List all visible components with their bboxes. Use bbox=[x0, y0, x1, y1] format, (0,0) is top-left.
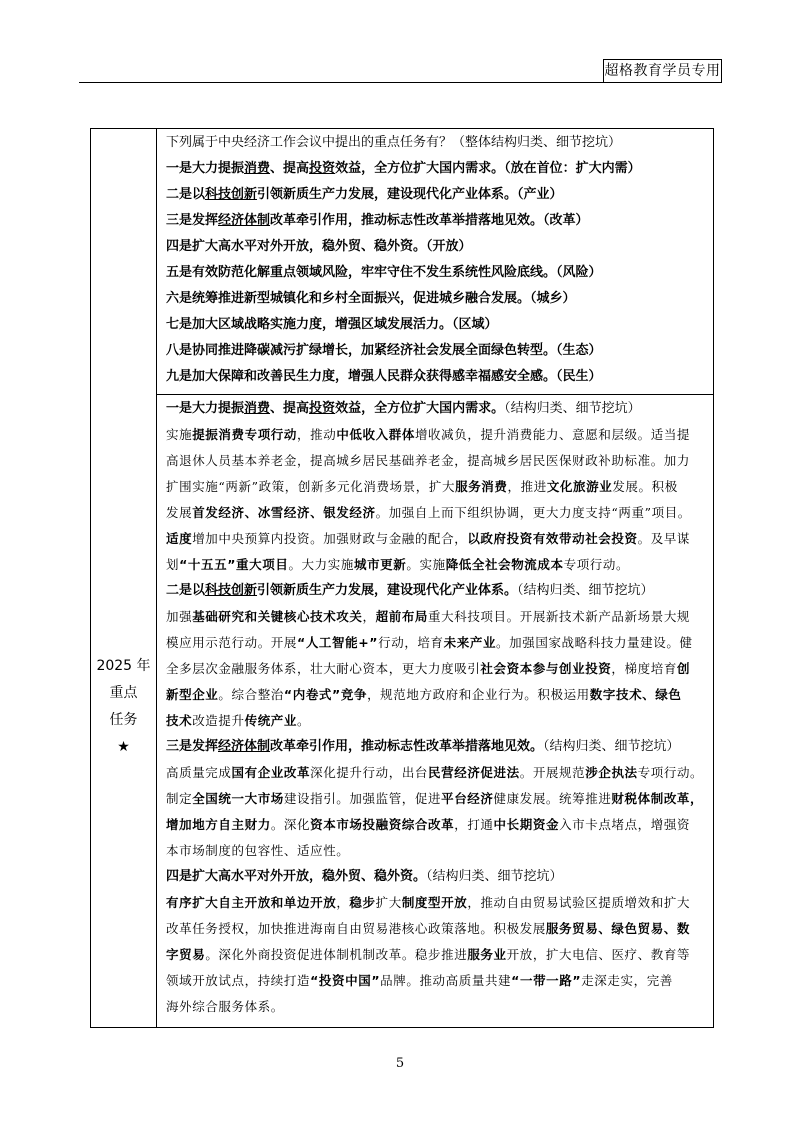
body-text: ， bbox=[362, 609, 376, 624]
body-text: 发展。积极 bbox=[612, 479, 678, 494]
emphasis-text: 首发经济、冰雪经济、银发经济 bbox=[192, 505, 376, 520]
body-text: ， bbox=[336, 895, 350, 910]
section-2-body-line bbox=[166, 630, 705, 656]
body-text: 加强 bbox=[166, 609, 193, 624]
body-text: 品牌。推动高质量共建 bbox=[380, 973, 512, 988]
emphasis-text: 民营经济促进法 bbox=[428, 765, 520, 780]
body-text: 高质量完成 bbox=[166, 765, 232, 780]
header-rule bbox=[79, 82, 722, 83]
body-text: 制定 bbox=[166, 791, 193, 806]
body-text: 深化提升行动，出台 bbox=[310, 765, 429, 780]
page-number: 5 bbox=[395, 1056, 405, 1071]
body-text: 改革任务授权，加快推进海南自由贸易港核心政策落地。积极发展 bbox=[166, 921, 546, 936]
body-text: 实施 bbox=[166, 427, 193, 442]
task-line-3: 三是发挥经济体制改革牵引作用，推动标志性改革举措落地见效。（改革） bbox=[166, 213, 589, 228]
section-1-body-line bbox=[166, 448, 705, 474]
section-1-body-line bbox=[166, 552, 705, 578]
emphasis-text: 中低收入群体 bbox=[336, 427, 415, 442]
question-cell bbox=[157, 129, 713, 395]
exclusive-use-label: 超格教育学员专用 bbox=[603, 59, 722, 83]
body-text: 建设指引。加强监管，促进 bbox=[283, 791, 442, 806]
body-text: 。及早谋 bbox=[637, 531, 691, 546]
emphasis-text: 字贸易 bbox=[166, 947, 206, 962]
emphasis-text: 技术 bbox=[166, 713, 193, 728]
section-4-body-line bbox=[166, 890, 705, 916]
body-text: 行动，培育 bbox=[378, 635, 444, 650]
body-text: ，推进 bbox=[507, 479, 547, 494]
body-text: 。开展规范 bbox=[519, 765, 586, 780]
emphasis-text: 全国统一大市场 bbox=[192, 791, 284, 806]
emphasis-text: 资本市场投融资综合改革 bbox=[310, 817, 455, 832]
body-text: ，规范地方政府和企业行为。积极运用 bbox=[367, 687, 590, 702]
body-text: ，推动自由贸易试验区提质增效和扩大 bbox=[467, 895, 691, 910]
emphasis-text: “内卷式”竞争 bbox=[283, 687, 368, 702]
body-text: 全多层次金融服务体系，壮大耐心资本，更大力度吸引 bbox=[166, 661, 481, 676]
section-1-body-line bbox=[166, 422, 705, 448]
category-line-3: 任务 bbox=[109, 712, 138, 728]
emphasis-text: 国有企业改革 bbox=[231, 765, 311, 780]
body-text: 专项行动。 bbox=[563, 557, 630, 572]
emphasis-text: 中长期资金 bbox=[493, 817, 560, 832]
emphasis-text: 服务业 bbox=[467, 947, 507, 962]
body-text: 。大力实施 bbox=[288, 557, 354, 572]
body-text: 增收减负，提升消费能力、意愿和层级。适当提 bbox=[414, 427, 691, 442]
body-text: 增加中央预算内投资。加强财政与金融的配合， bbox=[192, 531, 468, 546]
body-text: 领域开放试点，持续打造 bbox=[166, 973, 311, 988]
emphasis-text: 财税体制改革， bbox=[611, 791, 704, 806]
body-text: 。实施 bbox=[406, 557, 446, 572]
section-2-body-line bbox=[166, 682, 705, 708]
emphasis-text: “十五五”重大项目 bbox=[179, 557, 289, 572]
body-text: 走深走实，完善 bbox=[581, 973, 673, 988]
body-text: 扩围实施“两新”政策，创新多元化消费场景，扩大 bbox=[166, 479, 456, 494]
body-text: 。深化外商投资促进体制机制改革。稳步推进 bbox=[205, 947, 468, 962]
emphasis-text: 涉企执法 bbox=[585, 765, 638, 780]
body-text: 健康发展。统筹推进 bbox=[493, 791, 612, 806]
emphasis-text: “投资中国” bbox=[310, 973, 381, 988]
emphasis-text: 创 bbox=[676, 661, 691, 676]
section-3-body-line bbox=[166, 786, 705, 812]
section-1-body-line bbox=[166, 474, 705, 500]
emphasis-text: 增加地方自主财力 bbox=[166, 817, 271, 832]
section-3-body-line bbox=[166, 812, 705, 838]
emphasis-text: 传统产业 bbox=[244, 713, 298, 728]
body-text: 。深化 bbox=[270, 817, 311, 832]
detail-cell bbox=[157, 395, 713, 1025]
body-text: 。 bbox=[297, 713, 311, 728]
emphasis-text: 以政府投资有效带动社会投资 bbox=[467, 531, 638, 546]
body-text: 开放，扩大电信、医疗、教育等 bbox=[506, 947, 691, 962]
section-2-body-line bbox=[166, 656, 705, 682]
section-4-body-line bbox=[166, 968, 705, 994]
task-line-6: 六是统筹推进新型城镇化和乡村全面振兴，促进城乡融合发展。（城乡） bbox=[166, 291, 576, 306]
section-2-body-line bbox=[166, 604, 705, 630]
task-line-8: 八是协同推进降碳减污扩绿增长，加紧经济社会发展全面绿色转型。（生态） bbox=[166, 343, 602, 358]
body-text: 模应用示范行动。开展 bbox=[166, 635, 298, 650]
section-2-body-line bbox=[166, 708, 705, 734]
task-line-2: 二是以科技创新引领新质生产力发展，建设现代化产业体系。（产业） bbox=[166, 187, 563, 202]
section-2-heading: 二是以科技创新引领新质生产力发展，建设现代化产业体系。（结构归类、细节挖坑） bbox=[166, 583, 654, 598]
section-3-body-line bbox=[166, 838, 705, 864]
emphasis-text: 降低全社会物流成本 bbox=[445, 557, 564, 572]
category-line-2: 重点 bbox=[109, 685, 138, 701]
emphasis-text: 未来产业 bbox=[443, 635, 497, 650]
section-3-body-line bbox=[166, 760, 705, 786]
body-text: 改造提升 bbox=[192, 713, 245, 728]
body-text: ，打通 bbox=[454, 817, 494, 832]
body-text: 本市场制度的包容性、适应性。 bbox=[166, 843, 350, 858]
section-4-body-line bbox=[166, 942, 705, 968]
task-line-1: 一是大力提振消费、提高投资效益，全方位扩大国内需求。（放在首位：扩大内需） bbox=[166, 161, 641, 176]
body-text: 入市卡点堵点，增强资 bbox=[559, 817, 691, 832]
body-text: 海外综合服务体系。 bbox=[166, 999, 284, 1014]
emphasis-text: 平台经济 bbox=[441, 791, 494, 806]
emphasis-text: 适度 bbox=[166, 531, 193, 546]
emphasis-text: 提振消费专项行动 bbox=[192, 427, 298, 442]
body-text: 。加强自上而下组织协调，更大力度支持“两重”项目。 bbox=[375, 505, 691, 520]
content-column bbox=[157, 129, 713, 1025]
emphasis-text: 数字技术、绿色 bbox=[589, 687, 682, 702]
task-line-9: 九是加大保障和改善民生力度，增强人民群众获得感幸福感安全感。（民生） bbox=[166, 369, 602, 384]
section-1-body-line bbox=[166, 526, 705, 552]
emphasis-text: 新型企业 bbox=[166, 687, 219, 702]
section-1-heading: 一是大力提振消费、提高投资效益，全方位扩大国内需求。（结构归类、细节挖坑） bbox=[166, 401, 641, 416]
emphasis-text: 服务消费 bbox=[455, 479, 508, 494]
category-year: 2025 年 bbox=[96, 658, 151, 674]
body-text: 高退休人员基本养老金，提高城乡居民基础养老金，提高城乡居民医保财政补助标准。加力 bbox=[166, 453, 691, 468]
body-text: ，梯度培育 bbox=[611, 661, 677, 676]
emphasis-text: “人工智能+” bbox=[297, 635, 379, 650]
emphasis-text: 基础研究和关键核心技术攻关 bbox=[192, 609, 363, 624]
section-1-body-line bbox=[166, 500, 705, 526]
body-text: 。加强国家战略科技力量建设。健 bbox=[496, 635, 693, 650]
star-icon: ★ bbox=[117, 739, 130, 755]
body-text: 。综合整治 bbox=[218, 687, 284, 702]
emphasis-text: 城市更新 bbox=[353, 557, 407, 572]
task-line-4: 四是扩大高水平对外开放，稳外贸、稳外资。（开放） bbox=[166, 239, 472, 254]
body-text: 扩大 bbox=[375, 895, 402, 910]
content-table bbox=[90, 128, 714, 1028]
body-text: 划 bbox=[166, 557, 180, 572]
body-text: 发展 bbox=[166, 505, 193, 520]
emphasis-text: 文化旅游业 bbox=[546, 479, 613, 494]
emphasis-text: “一带一路” bbox=[511, 973, 582, 988]
category-label bbox=[91, 653, 156, 761]
emphasis-text: 制度型开放 bbox=[401, 895, 468, 910]
question-text: 下列属于中央经济工作会议中提出的重点任务有？（整体结构归类、细节挖坑） bbox=[166, 135, 622, 150]
body-text: 专项行动。 bbox=[637, 765, 704, 780]
emphasis-text: 稳步 bbox=[349, 895, 376, 910]
body-text: 重大科技项目。开展新技术新产品新场景大规 bbox=[428, 609, 691, 624]
section-4-heading: 四是扩大高水平对外开放，稳外贸、稳外资。（结构归类、细节挖坑） bbox=[166, 869, 563, 884]
section-4-body-line bbox=[166, 916, 705, 942]
body-text: ，推动 bbox=[297, 427, 337, 442]
task-line-7: 七是加大区域战略实施力度，增强区域发展活力。（区域） bbox=[166, 317, 498, 332]
task-line-5: 五是有效防范化解重点领域风险，牢牢守住不发生系统性风险底线。（风险） bbox=[166, 265, 602, 280]
emphasis-text: 超前布局 bbox=[375, 609, 429, 624]
section-3-heading: 三是发挥经济体制改革牵引作用，推动标志性改革举措落地见效。（结构归类、细节挖坑） bbox=[166, 739, 680, 754]
section-4-body-line bbox=[166, 994, 705, 1020]
emphasis-text: 社会资本参与创业投资 bbox=[480, 661, 612, 676]
category-cell bbox=[91, 129, 157, 1027]
emphasis-text: 有序扩大自主开放和单边开放 bbox=[166, 895, 337, 910]
emphasis-text: 服务贸易、绿色贸易、数 bbox=[545, 921, 691, 936]
